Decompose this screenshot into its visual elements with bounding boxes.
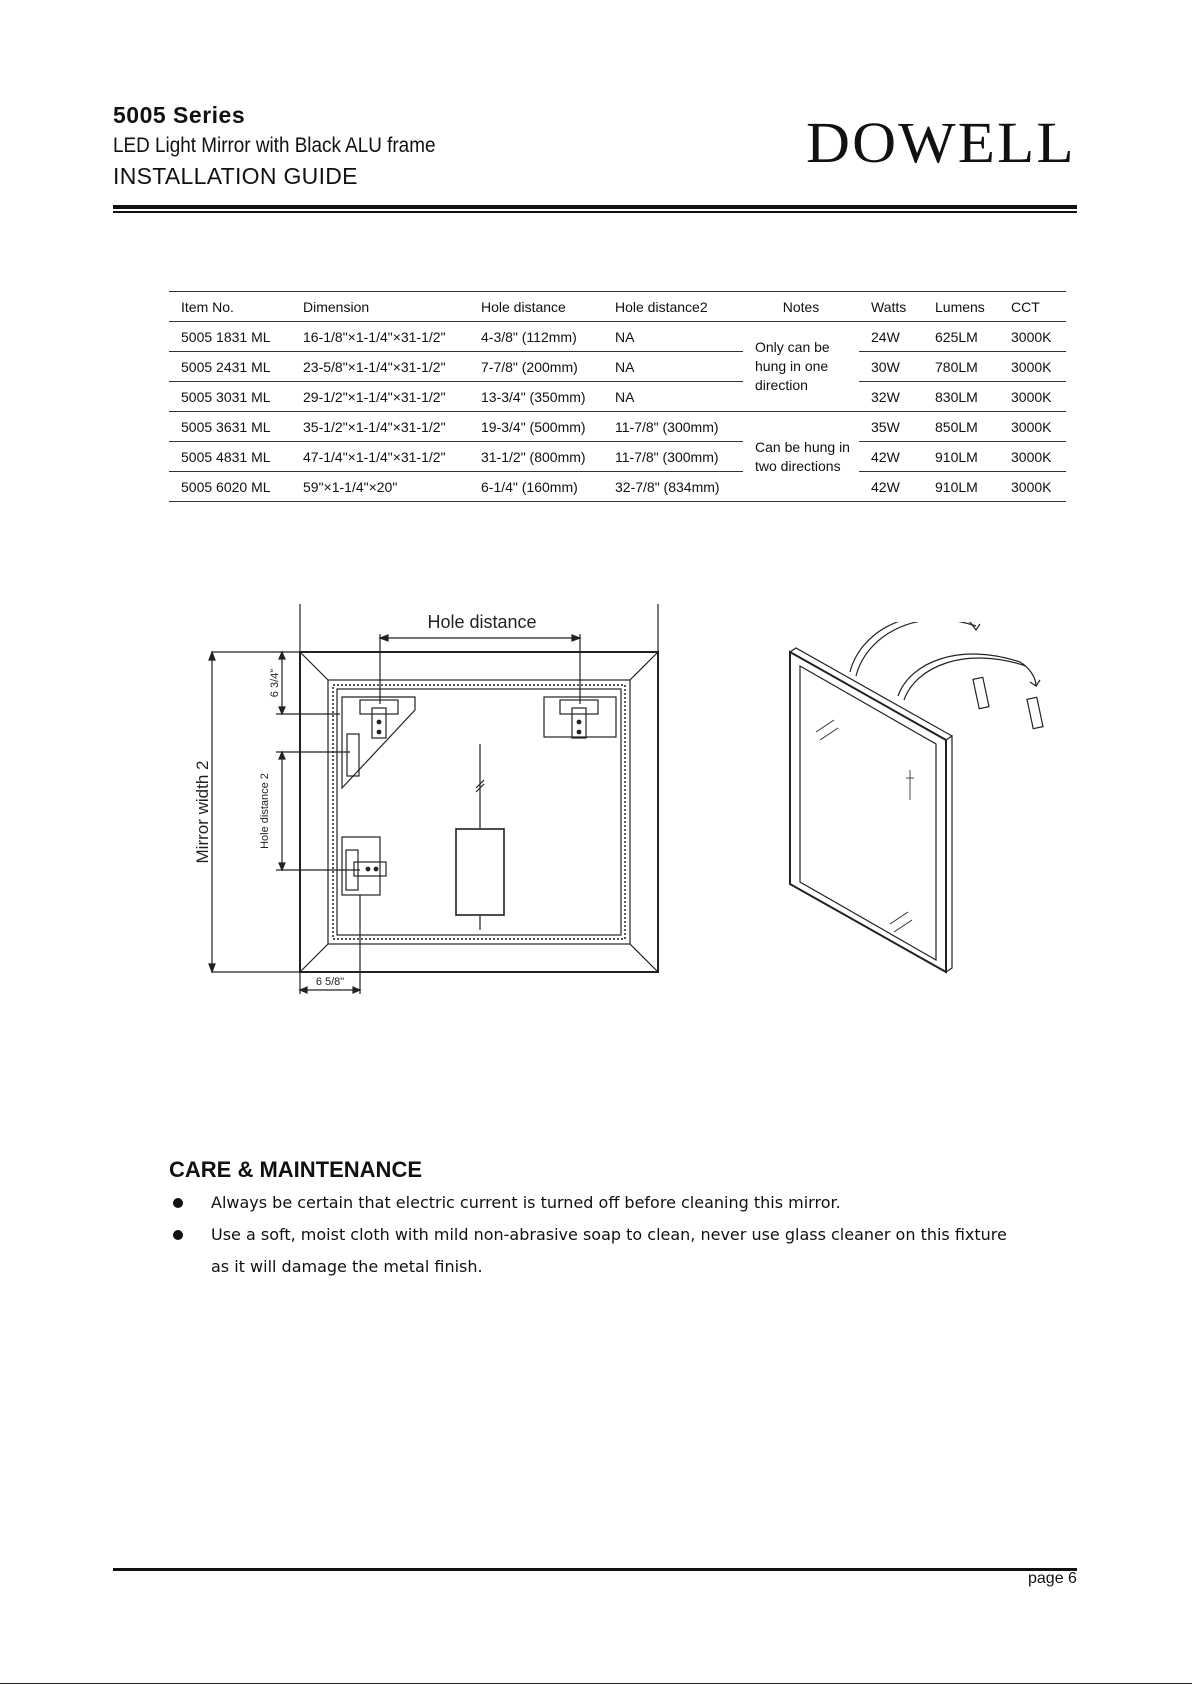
col-header-dimension: Dimension xyxy=(291,292,469,322)
page-number: page 6 xyxy=(1028,1570,1077,1587)
cell-hole-distance2: NA xyxy=(603,352,743,382)
cell-hole-distance: 4-3/8" (112mm) xyxy=(469,322,603,352)
cell-hole-distance: 19-3/4" (500mm) xyxy=(469,412,603,442)
cell-watts: 32W xyxy=(859,382,923,412)
cell-hole-distance: 31-1/2" (800mm) xyxy=(469,442,603,472)
hole-distance-label: Hole distance xyxy=(427,612,537,632)
cell-lumens: 910LM xyxy=(923,472,999,502)
wall-bracket xyxy=(973,677,989,708)
cell-lumens: 625LM xyxy=(923,322,999,352)
series-title: 5005 Series xyxy=(113,102,246,128)
cell-lumens: 910LM xyxy=(923,442,999,472)
table-row xyxy=(169,442,1066,472)
footer-rule xyxy=(113,1568,1077,1571)
cell-hole-distance: 6-1/4" (160mm) xyxy=(469,472,603,502)
cell-dimension: 29-1/2"×1-1/4"×31-1/2" xyxy=(291,382,469,412)
cell-cct: 3000K xyxy=(999,472,1066,502)
cell-hole-distance: 7-7/8" (200mm) xyxy=(469,352,603,382)
cell-hole-distance2: NA xyxy=(603,322,743,352)
led-driver-box xyxy=(456,829,504,915)
side-offset-label: 6 5/8" xyxy=(315,976,345,988)
header-rule-thin xyxy=(113,211,1077,213)
cell-hole-distance2: 32-7/8" (834mm) xyxy=(603,472,743,502)
cell-item: 5005 1831 ML xyxy=(169,322,291,352)
cell-lumens: 830LM xyxy=(923,382,999,412)
cell-hole-distance2: 11-7/8" (300mm) xyxy=(603,412,743,442)
col-header-lumens: Lumens xyxy=(923,292,999,322)
cell-cct: 3000K xyxy=(999,352,1066,382)
cell-item: 5005 3031 ML xyxy=(169,382,291,412)
table-row xyxy=(169,412,1066,442)
cell-watts: 24W xyxy=(859,322,923,352)
list-item: Use a soft, moist cloth with mild non-abrasive soap to clean, never use glass cleaner on this fixture as it will damage the metal finish. xyxy=(169,1219,1029,1283)
spec-table xyxy=(169,291,1066,502)
cell-item: 5005 2431 ML xyxy=(169,352,291,382)
cell-item: 5005 3631 ML xyxy=(169,412,291,442)
table-row xyxy=(169,322,1066,352)
cell-hole-distance: 13-3/4" (350mm) xyxy=(469,382,603,412)
product-subtitle: LED Light Mirror with Black ALU frame xyxy=(113,134,436,157)
cell-watts: 35W xyxy=(859,412,923,442)
cell-cct: 3000K xyxy=(999,382,1066,412)
care-list xyxy=(169,1187,1029,1283)
cell-watts: 42W xyxy=(859,472,923,502)
header-rule xyxy=(113,205,1077,209)
cell-cct: 3000K xyxy=(999,322,1066,352)
mirror-front-frame xyxy=(790,652,946,972)
cell-dimension: 35-1/2"×1-1/4"×31-1/2" xyxy=(291,412,469,442)
cell-dimension: 23-5/8"×1-1/4"×31-1/2" xyxy=(291,352,469,382)
guide-title: INSTALLATION GUIDE xyxy=(113,163,358,189)
col-header-hole-distance: Hole distance xyxy=(469,292,603,322)
cell-item: 5005 4831 ML xyxy=(169,442,291,472)
mirror-back-diagram xyxy=(190,592,670,1002)
list-item: Always be certain that electric current is turned off before cleaning this mirror. xyxy=(169,1187,1029,1219)
cell-cct: 3000K xyxy=(999,412,1066,442)
hole-distance-2-label: Hole distance 2 xyxy=(259,773,271,849)
cell-hole-distance2: NA xyxy=(603,382,743,412)
brand-logo: DOWELL xyxy=(806,110,1076,175)
care-heading: CARE & MAINTENANCE xyxy=(169,1157,422,1182)
mirror-outer-frame xyxy=(300,652,658,972)
mirror-inner-frame xyxy=(328,680,630,944)
cell-notes: Only can be hung in one direction xyxy=(743,322,859,412)
col-header-watts: Watts xyxy=(859,292,923,322)
table-row xyxy=(169,472,1066,502)
mirror-hanging-diagram xyxy=(780,622,1060,982)
cell-lumens: 780LM xyxy=(923,352,999,382)
col-header-item: Item No. xyxy=(169,292,291,322)
cell-dimension: 16-1/8"×1-1/4"×31-1/2" xyxy=(291,322,469,352)
page-edge xyxy=(0,1683,1192,1684)
col-header-cct: CCT xyxy=(999,292,1066,322)
cell-notes: Can be hung in two directions xyxy=(743,412,859,502)
cell-item: 5005 6020 ML xyxy=(169,472,291,502)
cell-hole-distance2: 11-7/8" (300mm) xyxy=(603,442,743,472)
cell-dimension: 47-1/4"×1-1/4"×31-1/2" xyxy=(291,442,469,472)
top-offset-label: 6 3/4" xyxy=(269,668,281,698)
cell-watts: 30W xyxy=(859,352,923,382)
col-header-notes: Notes xyxy=(743,292,859,322)
mirror-width-label: Mirror width 2 xyxy=(193,760,212,864)
table-header-row xyxy=(169,292,1066,322)
table-row xyxy=(169,382,1066,412)
cell-watts: 42W xyxy=(859,442,923,472)
wall-bracket xyxy=(1027,697,1043,728)
table-row xyxy=(169,352,1066,382)
col-header-hole-distance2: Hole distance2 xyxy=(603,292,743,322)
cell-lumens: 850LM xyxy=(923,412,999,442)
cell-cct: 3000K xyxy=(999,442,1066,472)
cell-dimension: 59"×1-1/4"×20" xyxy=(291,472,469,502)
